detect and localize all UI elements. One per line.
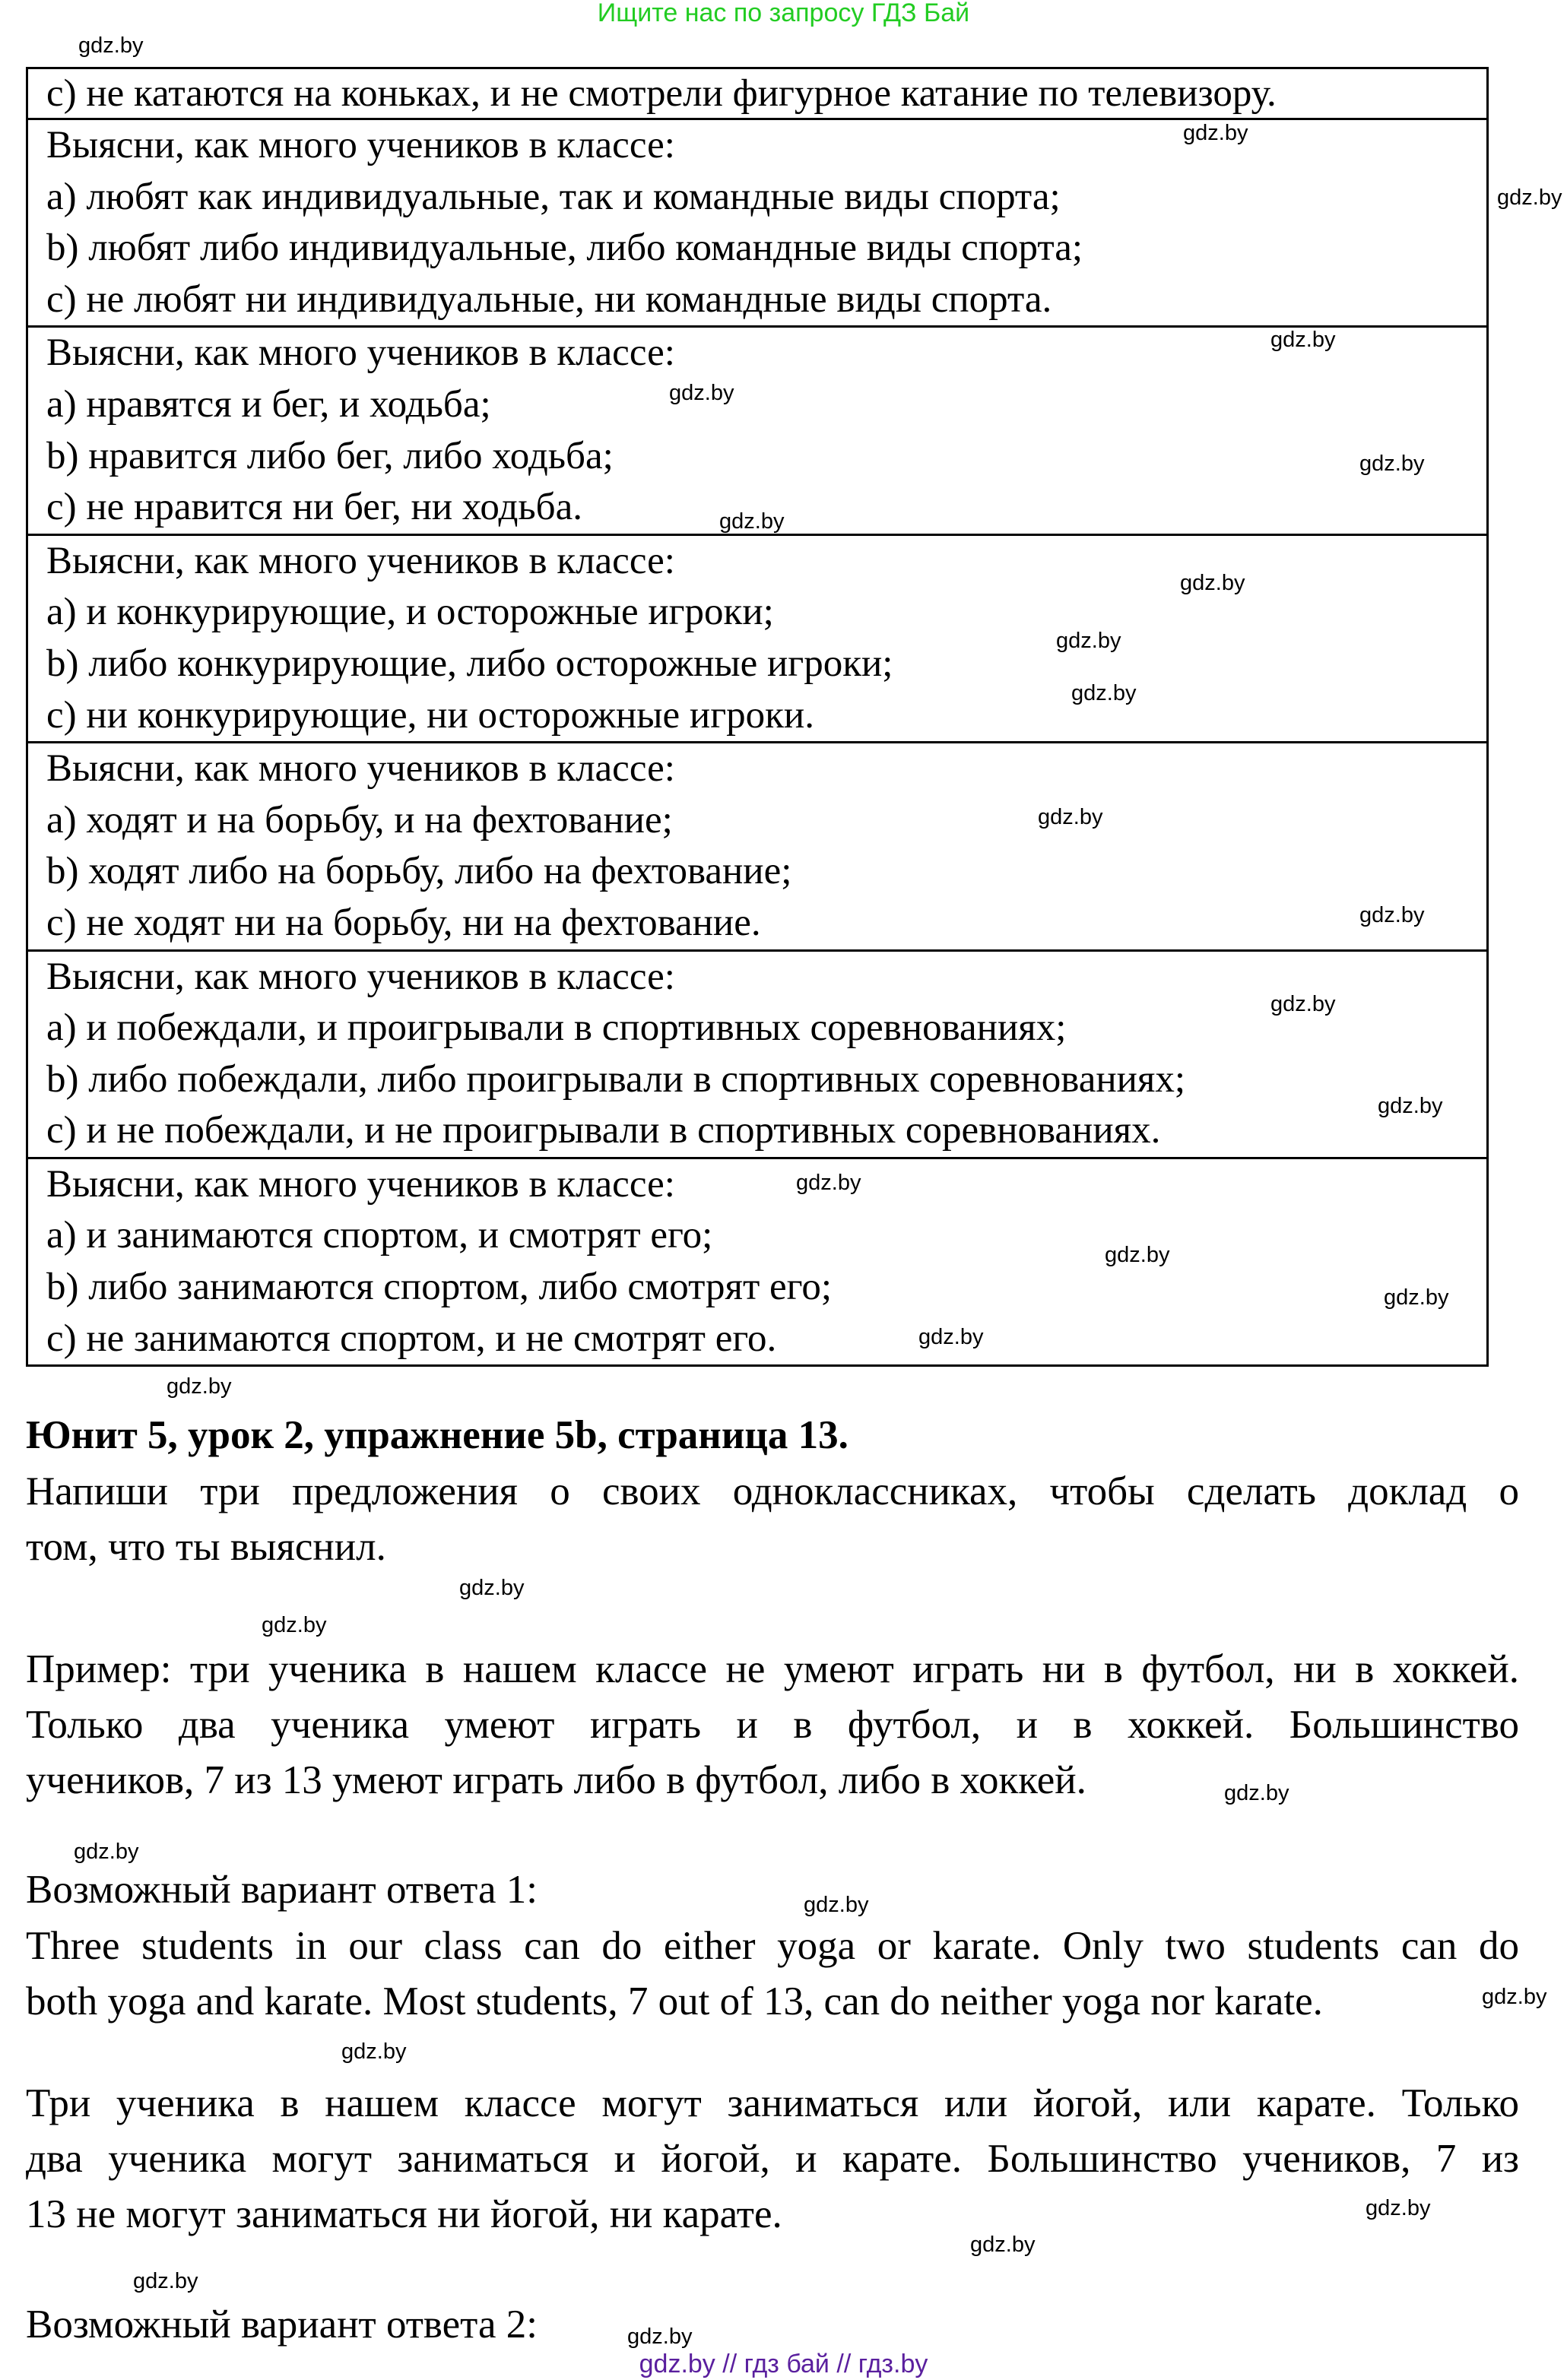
watermark: gdz.by [1180,571,1245,595]
text-line: том, что ты выяснил. [26,1525,386,1569]
row-option: c) не катаются на коньках, и не смотрели фигурное катание по телевизору. [46,72,1277,115]
row-prompt: Выясни, как много учеников в классе: [46,1162,675,1206]
watermark: gdz.by [1071,681,1137,705]
watermark: gdz.by [804,1893,869,1917]
row-prompt: Выясни, как много учеников в классе: [46,747,675,791]
row-option: b) либо конкурирующие, либо осторожные игроки; [46,642,893,685]
watermark: gdz.by [1497,185,1562,210]
watermark: gdz.by [1366,2196,1431,2220]
footer-links[interactable]: gdz.by // гдз бай // гдз.by [639,2350,928,2378]
task-text [26,1464,1519,1575]
watermark: gdz.by [1359,903,1425,927]
answer2-label: Возможный вариант ответа 2: [26,2302,538,2347]
watermark: gdz.by [262,1613,327,1637]
watermark: gdz.by [341,2039,407,2064]
watermark: gdz.by [796,1171,861,1195]
exercise-heading-block [26,1408,1519,1463]
text-line: учеников, 7 из 13 умеют играть либо в футбол, либо в хоккей. [26,1758,1086,1802]
row-option: b) ходят либо на борьбу, либо на фехтование; [46,850,792,893]
row-option: c) и не побеждали, и не проигрывали в спортивных соревнованиях. [46,1109,1161,1152]
row-option: b) либо занимаются спортом, либо смотрят его; [46,1266,832,1309]
text-line: 13 не могут заниматься ни йогой, ни карате. [26,2192,782,2236]
row-prompt: Выясни, как много учеников в классе: [46,539,675,582]
row-option: b) либо побеждали, либо проигрывали в спортивных соревнованиях; [46,1057,1186,1101]
watermark: gdz.by [970,2233,1036,2257]
row-option: a) и занимаются спортом, и смотрят его; [46,1214,713,1257]
watermark: gdz.by [1359,452,1425,476]
watermark: gdz.by [1270,328,1336,352]
text-line: Напиши три предложения о своих одноклассниках, чтобы сделать доклад о [26,1469,1519,1513]
watermark: gdz.by [1270,992,1336,1016]
table-row [28,536,1486,743]
row-prompt: Выясни, как много учеников в классе: [46,955,675,998]
row-option: b) нравится либо бег, либо ходьба; [46,434,614,477]
exercise-heading: Юнит 5, урок 2, упражнение 5b, страница 13. [26,1413,849,1457]
watermark: gdz.by [1105,1243,1170,1267]
row-option: a) и побеждали, и проигрывали в спортивных соревнованиях; [46,1006,1067,1050]
row-option: b) любят либо индивидуальные, либо командные виды спорта; [46,227,1083,270]
text-line: both yoga and karate. Most students, 7 out of 13, can do neither yoga nor karate. [26,1979,1323,2023]
watermark: gdz.by [669,381,734,405]
table-row [28,743,1486,951]
answer1-label: Возможный вариант ответа 1: [26,1868,538,1912]
table-row [28,69,1486,120]
row-option: c) не занимаются спортом, и не смотрят его. [46,1317,777,1360]
watermark: gdz.by [719,509,785,534]
watermark: gdz.by [1378,1094,1443,1118]
answer2-label-block [26,2297,1519,2353]
text-line: Пример: три ученика в нашем классе не умеют играть ни в футбол, ни в хоккей. [26,1647,1519,1691]
table-row [28,952,1486,1159]
watermark: gdz.by [1056,629,1121,653]
example-text [26,1642,1519,1808]
watermark: gdz.by [167,1374,232,1399]
watermark: gdz.by [1224,1781,1289,1805]
row-option: c) не любят ни индивидуальные, ни командные виды спорта. [46,277,1052,321]
text-line: Три ученика в нашем классе могут заниматься или йогой, или карате. Только [26,2081,1519,2125]
table-row [28,328,1486,535]
watermark: gdz.by [78,33,144,58]
row-option: c) не ходят ни на борьбу, ни на фехтование. [46,901,761,944]
watermark: gdz.by [1183,121,1248,145]
row-prompt: Выясни, как много учеников в классе: [46,331,675,375]
survey-table [26,67,1489,1367]
answer1-label-block [26,1862,1519,1918]
watermark: gdz.by [133,2269,198,2293]
watermark: gdz.by [1384,1285,1449,1310]
watermark: gdz.by [1038,805,1103,829]
answer1-english [26,1919,1519,2030]
answer1-russian [26,2076,1519,2242]
search-promo-link[interactable]: Ищите нас по запросу ГДЗ Бай [597,0,970,27]
watermark: gdz.by [459,1576,525,1600]
row-option: c) не нравится ни бег, ни ходьба. [46,486,582,529]
row-option: a) ходят и на борьбу, и на фехтование; [46,798,673,841]
watermark: gdz.by [1482,1985,1547,2009]
watermark: gdz.by [918,1325,984,1349]
watermark: gdz.by [627,2325,693,2349]
row-option: a) любят как индивидуальные, так и командные виды спорта; [46,175,1061,218]
row-option: a) и конкурирующие, и осторожные игроки; [46,591,774,634]
row-prompt: Выясни, как много учеников в классе: [46,124,675,166]
table-row [28,1159,1486,1367]
watermark: gdz.by [74,1840,139,1864]
table-row [28,120,1486,328]
row-option: a) нравятся и бег, и ходьба; [46,382,491,426]
row-option: c) ни конкурирующие, ни осторожные игроки. [46,693,814,737]
text-line: два ученика могут заниматься и йогой, и карате. Большинство учеников, 7 из [26,2137,1519,2181]
text-line: Только два ученика умеют играть и в футбол, и в хоккей. Большинство [26,1703,1519,1747]
text-line: Three students in our class can do either yoga or karate. Only two students can do [26,1924,1519,1968]
